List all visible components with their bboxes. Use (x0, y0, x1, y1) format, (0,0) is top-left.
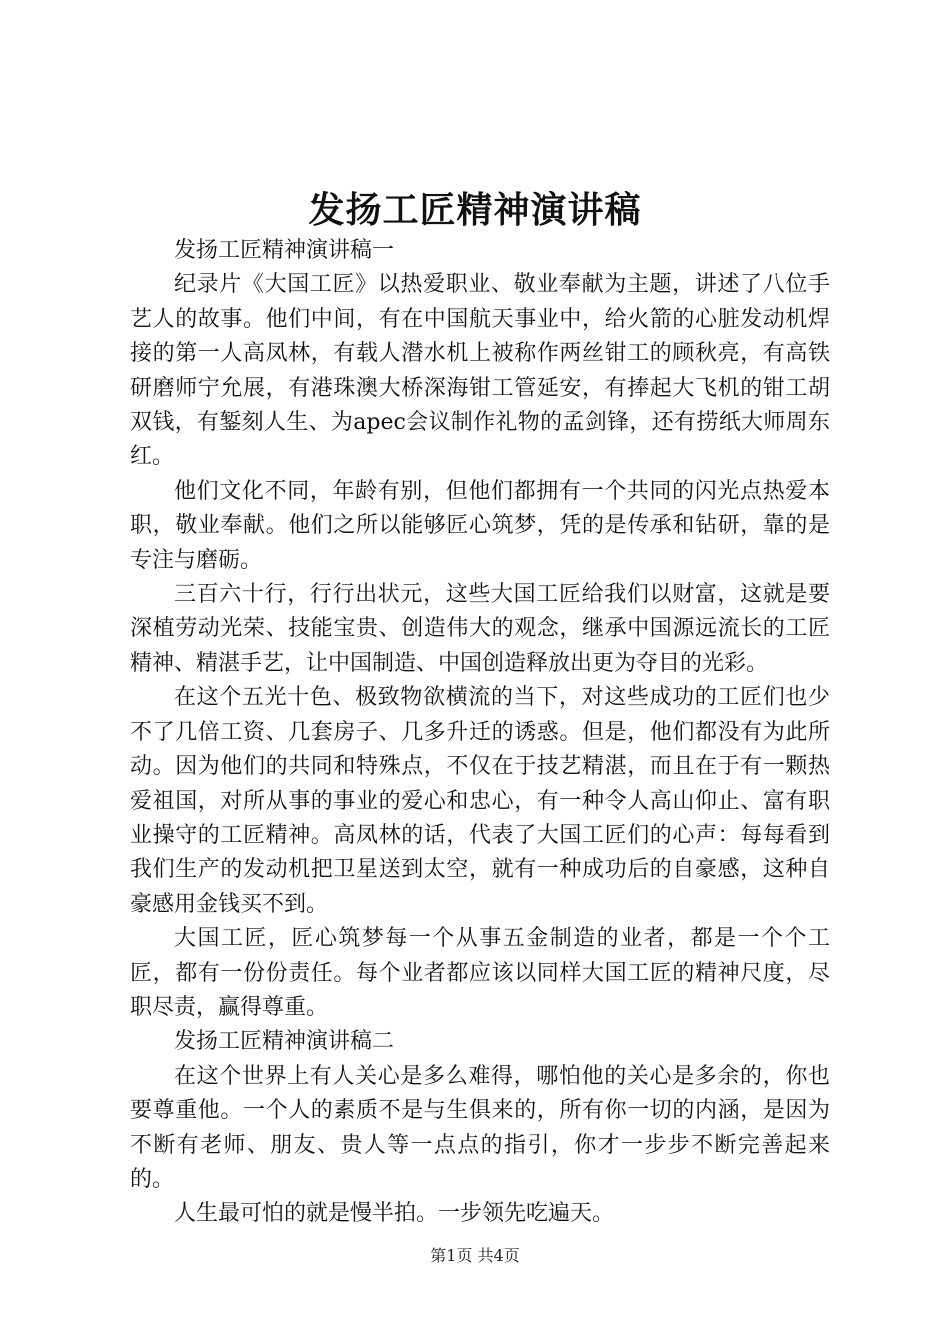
paragraph: 三百六十行，行行出状元，这些大国工匠给我们以财富，这就是要深植劳动光荣、技能宝贵、创造伟大的观念，继承中国源远流长的工匠精神、精湛手艺，让中国制造、中国创造释放出更为夺目的光彩。 (130, 582, 830, 676)
paragraph: 在这个世界上有人关心是多么难得，哪怕他的关心是多余的，你也要尊重他。一个人的素质不是与生俱来的，所有你一切的内涵，是因为不断有老师、朋友、贵人等一点点的指引，你才一步步不断完善起来的。 (130, 1063, 830, 1192)
paragraph-section-heading-2: 发扬工匠精神演讲稿二 (174, 1029, 395, 1055)
paragraph: 在这个五光十色、极致物欲横流的当下，对这些成功的工匠们也少不了几倍工资、几套房子、几多升迁的诱惑。但是，他们都没有为此所动。因为他们的共同和特殊点，不仅在于技艺精湛，而且在于有一颗热爱祖国，对所从事的事业的爱心和忠心，有一种令人高山仰止、富有职业操守的工匠精神。高凤林的话，代表了大国工匠们的心声：每每看到我们生产的发动机把卫星送到太空，就有一种成功后的自豪感，这种自豪感用金钱买不到。 (130, 685, 830, 917)
paragraph: 大国工匠，匠心筑梦每一个从事五金制造的业者，都是一个个工匠，都有一份份责任。每个业者都应该以同样大国工匠的精神尺度，尽职尽责，赢得尊重。 (130, 926, 830, 1020)
paragraph: 他们文化不同，年龄有别，但他们都拥有一个共同的闪光点热爱本职，敬业奉献。他们之所以能够匠心筑梦，凭的是传承和钻研，靠的是专注与磨砺。 (130, 478, 830, 573)
paragraph-section-heading-1: 发扬工匠精神演讲稿一 (174, 238, 395, 263)
document-title: 发扬工匠精神演讲稿 (308, 189, 642, 231)
page-number-footer: 第1页 共4页 (430, 1246, 520, 1265)
paragraph: 纪录片《大国工匠》以热爱职业、敬业奉献为主题，讲述了八位手艺人的故事。他们中间，有在中国航天事业中，给火箭的心脏发动机焊接的第一人高凤林，有载人潜水机上被称作两丝钳工的顾秋亮，有高铁研磨师宁允展，有港珠澳大桥深海钳工管延安，有捧起大飞机的钳工胡双钱，有錾刻人生、为apec会议制作礼物的孟剑锋，还有捞纸大师周东红。 (130, 272, 830, 470)
paragraph: 人生最可怕的就是慢半拍。一步领先吃遍天。 (174, 1201, 615, 1227)
document-body (130, 234, 830, 1232)
